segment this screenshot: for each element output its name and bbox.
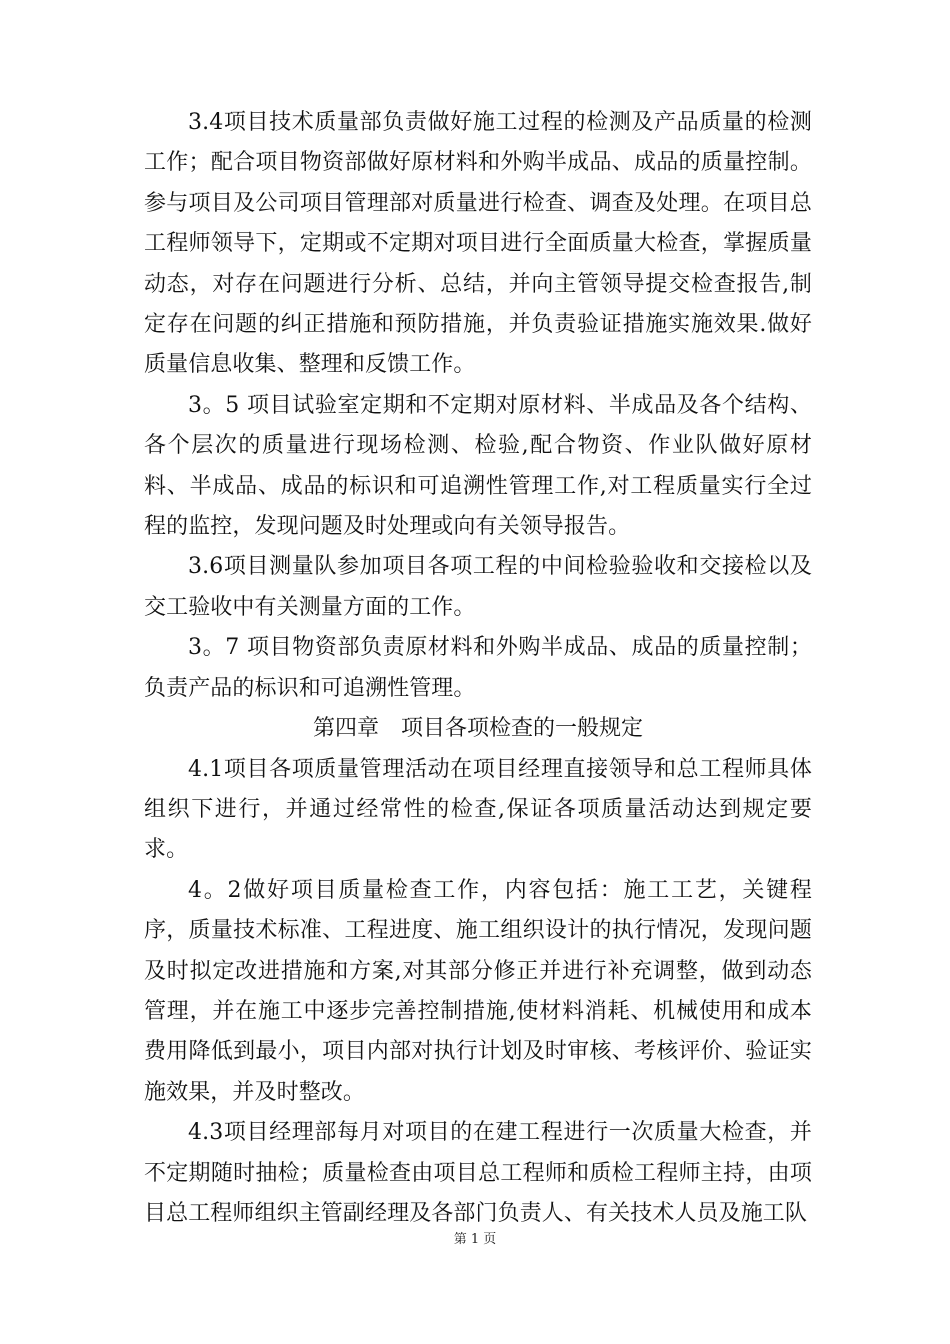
paragraph-4-2: 4。2做好项目质量检查工作，内容包括：施工工艺，关键程序，质量技术标准、工程进度、施工组织设计的执行情况，发现问题及时拟定改进措施和方案,对其部分修正并进行补充调整，做到动态管理，并在施工中逐步完善控制措施,使材料消耗、机械使用和成本费用降低到最小，项目内部对执行计划及时审核、考核评价、验证实施效果，并及时整改。 [144, 877, 812, 1105]
paragraph-3-6: 3.6项目测量队参加项目各项工程的中间检验验收和交接检以及交工验收中有关测量方面的工作。 [144, 554, 812, 620]
paragraph-3-7: 3。7 项目物资部负责原材料和外购半成品、成品的质量控制；负责产品的标识和可追溯性管理。 [144, 635, 812, 701]
paragraph-4-3: 4.3项目经理部每月对项目的在建工程进行一次质量大检查，并不定期随时抽检；质量检查由项目总工程师和质检工程师主持，由项目总工程师组织主管副经理及各部门负责人、有关技术人员及施工队 [144, 1120, 812, 1226]
chapter-title: 第四章 项目各项检查的一般规定 [312, 716, 643, 742]
page-number: 第 1 页 [453, 1232, 497, 1247]
document-body [144, 103, 812, 1234]
paragraph-3-5: 3。5 项目试验室定期和不定期对原材料、半成品及各个结构、各个层次的质量进行现场检测、检验,配合物资、作业队做好原材料、半成品、成品的标识和可追溯性管理工作,对工程质量实行全过程的监控，发现问题及时处理或向有关领导报告。 [144, 392, 812, 540]
paragraph-4-1: 4.1项目各项质量管理活动在项目经理直接领导和总工程师具体组织下进行，并通过经常性的检查,保证各项质量活动达到规定要求。 [144, 756, 812, 863]
paragraph-3-4: 3.4项目技术质量部负责做好施工过程的检测及产品质量的检测工作；配合项目物资部做好原材料和外购半成品、成品的质量控制。参与项目及公司项目管理部对质量进行检查、调查及处理。在项目总工程师领导下，定期或不定期对项目进行全面质量大检查，掌握质量动态，对存在问题进行分析、总结，并向主管领导提交检查报告,制定存在问题的纠正措施和预防措施，并负责验证措施实施效果.做好质量信息收集、整理和反馈工作。 [144, 110, 812, 378]
